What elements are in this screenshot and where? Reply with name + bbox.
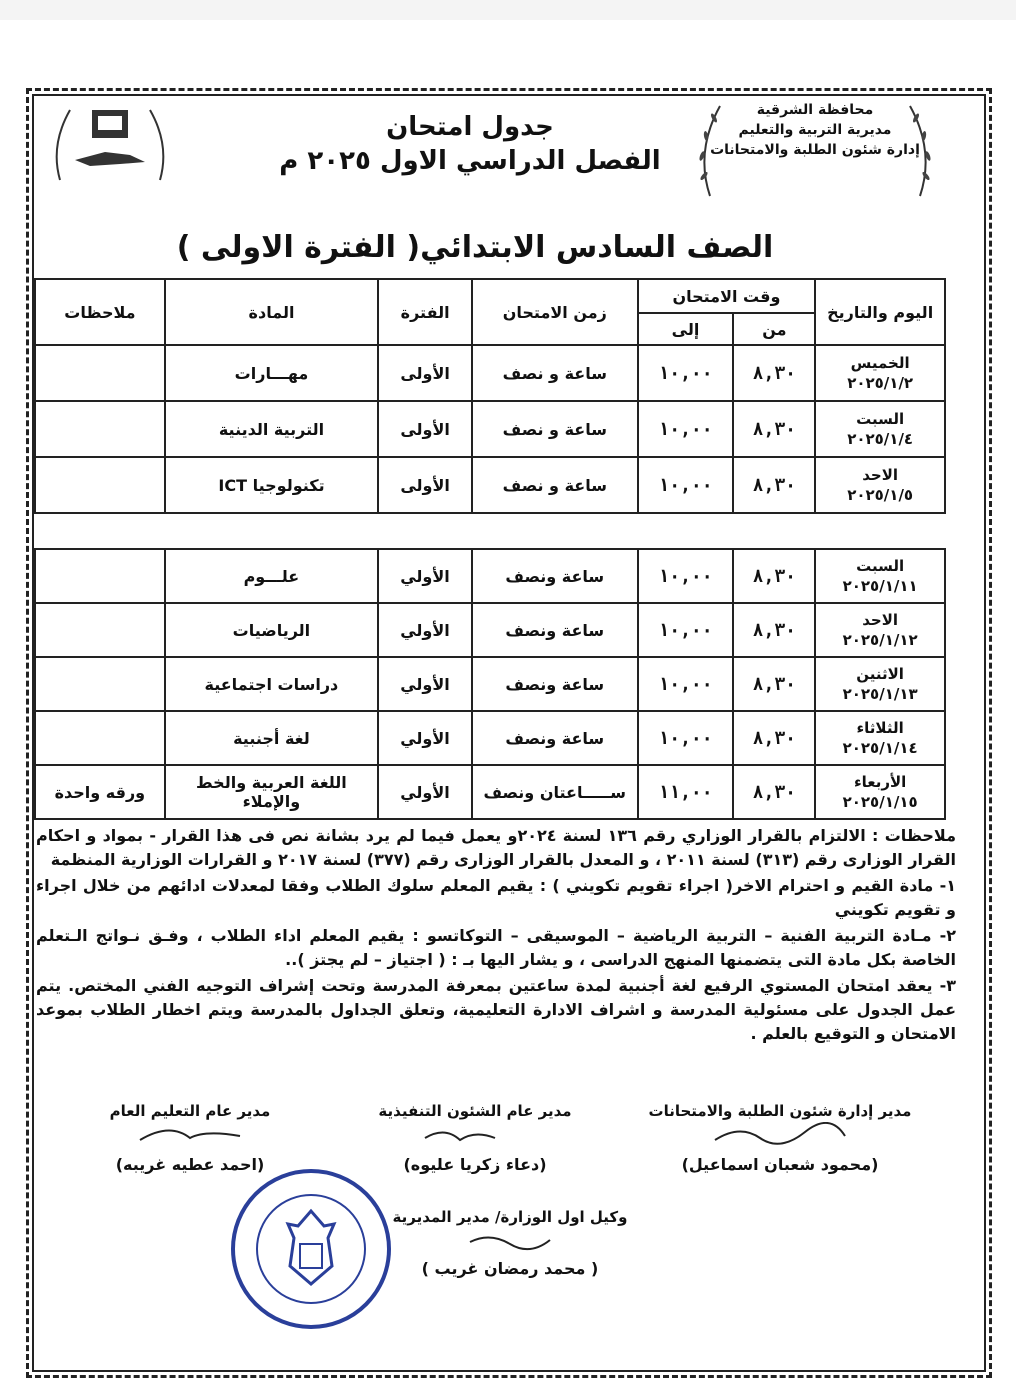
day-name: الأربعاء (853, 773, 907, 791)
header-duration: زمن الامتحان (472, 279, 638, 345)
header-period: الفترة (378, 279, 472, 345)
time-to: ١٠,٠٠ (638, 345, 734, 401)
remarks (35, 603, 165, 657)
day-date-cell (815, 765, 945, 819)
signature-executive-affairs (360, 1100, 590, 1176)
duration: ساعة ونصف (472, 603, 638, 657)
remarks (35, 345, 165, 401)
time-to: ١٠,٠٠ (638, 603, 734, 657)
time-from: ٨,٣٠ (733, 549, 815, 603)
day-date-cell (815, 457, 945, 513)
subject: اللغة العربية والخط والإملاء (165, 765, 378, 819)
day-date-cell (815, 711, 945, 765)
official-stamp (228, 1166, 394, 1332)
time-to: ١٠,٠٠ (638, 457, 734, 513)
subject: علـــوم (165, 549, 378, 603)
time-from: ٨,٣٠ (733, 401, 815, 457)
time-from: ٨,٣٠ (733, 345, 815, 401)
duration: ســـــاعتان ونصف (472, 765, 638, 819)
exam-date: ٢٠٢٥/١/١٤ (842, 739, 918, 757)
time-from: ٨,٣٠ (733, 711, 815, 765)
header-day-date: اليوم والتاريخ (815, 279, 945, 345)
period: الأولي (378, 603, 472, 657)
exam-date: ٢٠٢٥/١/٤ (847, 430, 914, 448)
subject: التربية الدينية (165, 401, 378, 457)
day-date-cell (815, 603, 945, 657)
signature-title: مدير إدارة شئون الطلبة والامتحانات (648, 1102, 912, 1120)
period: الأولي (378, 549, 472, 603)
note-item-3: ٣- يعقد امتحان المستوي الرفيع لغة أجنبية لمدة ساعتين بمعرفة المدرسة وتحت إشراف التوجيه الفني المختص. يتم عمل الجدول على مسئولية المدرسة و اشراف الادارة التعليمية، وتعلق الجداول بالمدرسة ويتم اخطار الطلاب بموعد الامتحان و التوقيع بالعلم . (36, 976, 956, 1043)
table-row (35, 345, 945, 401)
period: الأولي (378, 657, 472, 711)
grade-subtitle: الصف السادس الابتدائي( الفترة الاولى ) (176, 230, 774, 265)
time-from: ٨,٣٠ (733, 603, 815, 657)
period: الأولى (378, 345, 472, 401)
day-date-cell (815, 549, 945, 603)
exam-date: ٢٠٢٥/١/١١ (842, 577, 918, 595)
day-name: الخميس (850, 354, 910, 372)
time-to: ١٠,٠٠ (638, 549, 734, 603)
time-to: ١٠,٠٠ (638, 401, 734, 457)
term-title: الفصل الدراسي الاول ٢٠٢٥ م (279, 146, 661, 176)
note-item-2: ٢- مـادة التربية الفنية – التربية الرياضية – الموسيقى – التوكاتسو : يقيم المعلم اداء الطلاب ، وفـق نـواتج الـتعلم الخاصة بكل مادة التى يتضمنها المنهج الدراسى ، و يشار اليها بـ : ( اجتياز – لم يجتز ).. (36, 926, 956, 969)
notes-section (36, 824, 956, 1048)
day-name: الاحد (862, 611, 899, 629)
subject: دراسات اجتماعية (165, 657, 378, 711)
remarks (35, 657, 165, 711)
time-from: ٨,٣٠ (733, 657, 815, 711)
handwritten-signature (415, 1122, 535, 1148)
header-remarks: ملاحظات (35, 279, 165, 345)
time-from: ٨,٣٠ (733, 765, 815, 819)
note-item-1: ١- مادة القيم و احترام الاخر( اجراء تقويم تكويني ) : يقيم المعلم سلوك الطلاب وفقا لمعدلات ادائهم من خلال اجراء و تقويم تكويني (36, 876, 956, 919)
exam-date: ٢٠٢٥/١/١٢ (842, 631, 918, 649)
table-row (35, 711, 945, 765)
duration: ساعة و نصف (472, 457, 638, 513)
department-name: إدارة شئون الطلبة والامتحانات (710, 142, 920, 158)
table-row (35, 765, 945, 819)
signature-title: وكيل اول الوزارة/ مدير المديرية (392, 1208, 628, 1226)
duration: ساعة و نصف (472, 401, 638, 457)
table-row (35, 549, 945, 603)
header-to: إلى (638, 313, 734, 345)
signature-general-education (70, 1100, 310, 1176)
signature-name: (محمود شعبان اسماعيل) (681, 1155, 879, 1174)
table-row (35, 603, 945, 657)
signature-name: (احمد عطيه غريبه) (115, 1155, 265, 1174)
top-edge (0, 0, 1016, 20)
remarks: ورقه واحدة (35, 765, 165, 819)
document-title: جدول امتحان (386, 112, 554, 142)
subject: مهـــارات (165, 345, 378, 401)
time-from: ٨,٣٠ (733, 457, 815, 513)
exam-date: ٢٠٢٥/١/١٣ (842, 685, 918, 703)
header-subject: المادة (165, 279, 378, 345)
handwritten-signature (710, 1122, 850, 1148)
day-name: السبت (856, 557, 905, 575)
table-row (35, 657, 945, 711)
remarks (35, 549, 165, 603)
duration: ساعة ونصف (472, 711, 638, 765)
day-date-cell (815, 657, 945, 711)
period: الأولى (378, 401, 472, 457)
governorate-header (690, 100, 940, 160)
schedule-table-1 (34, 278, 946, 514)
subject: لغة أجنبية (165, 711, 378, 765)
notes-intro: ملاحظات : الالتزام بالقرار الوزاري رقم ١٣٦ لسنة ٢٠٢٤و يعمل فيما لم يرد بشانة نص فى هذا القرار - بمواد و احكام القرار الوزارى رقم (٣١٣) لسنة ٢٠١١ ، و المعدل بالقرار الوزارى رقم (٣٧٧) لسنة ٢٠١٧ و القرارات الوزارية المنظمة (36, 826, 956, 869)
time-to: ١٠,٠٠ (638, 657, 734, 711)
exam-date: ٢٠٢٥/١/٥ (847, 486, 914, 504)
day-name: الاحد (862, 466, 899, 484)
handwritten-signature (130, 1122, 250, 1148)
ministry-logo (50, 100, 170, 190)
day-name: السبت (856, 410, 905, 428)
signature-undersecretary (380, 1206, 640, 1280)
remarks (35, 457, 165, 513)
handwritten-signature (460, 1228, 560, 1252)
signature-name: (دعاء زكريا عليوه) (403, 1155, 547, 1174)
period: الأولي (378, 765, 472, 819)
subject: تكنولوجيا ICT (165, 457, 378, 513)
header-from: من (733, 313, 815, 345)
day-date-cell (815, 401, 945, 457)
exam-date: ٢٠٢٥/١/١٥ (842, 793, 918, 811)
subject: الرياضيات (165, 603, 378, 657)
duration: ساعة ونصف (472, 549, 638, 603)
day-name: الاثنين (856, 665, 904, 683)
schedule-table-2 (34, 548, 946, 820)
header-exam-time: وقت الامتحان (638, 279, 816, 313)
remarks (35, 401, 165, 457)
time-to: ١١,٠٠ (638, 765, 734, 819)
day-name: الثلاثاء (856, 719, 904, 737)
table-row (35, 457, 945, 513)
remarks (35, 711, 165, 765)
signature-title: مدير عام الشئون التنفيذية (378, 1102, 572, 1120)
period: الأولي (378, 711, 472, 765)
period: الأولى (378, 457, 472, 513)
table-row (35, 401, 945, 457)
title-block (250, 110, 690, 178)
duration: ساعة و نصف (472, 345, 638, 401)
signature-title: مدير عام التعليم العام (109, 1102, 271, 1120)
governorate-name: محافظة الشرقية (756, 102, 874, 118)
signature-name: ( محمد رمضان غريب ) (421, 1259, 599, 1278)
time-to: ١٠,٠٠ (638, 711, 734, 765)
directorate-name: مديرية التربية والتعليم (738, 122, 892, 138)
signature-students-affairs (630, 1100, 930, 1176)
duration: ساعة ونصف (472, 657, 638, 711)
day-date-cell (815, 345, 945, 401)
exam-date: ٢٠٢٥/١/٢ (847, 374, 914, 392)
